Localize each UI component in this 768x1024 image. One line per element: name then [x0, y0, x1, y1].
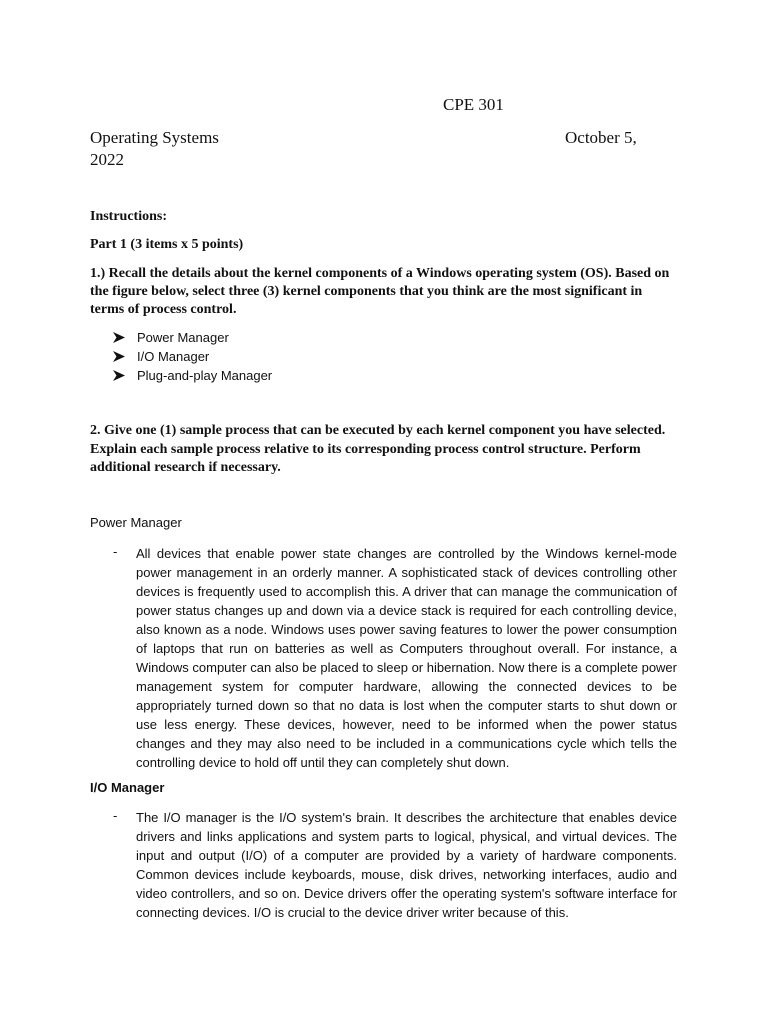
list-item	[113, 328, 272, 347]
dash-bullet: -	[113, 808, 118, 823]
course-code: CPE 301	[443, 95, 504, 114]
subject-title: Operating Systems	[90, 128, 219, 147]
section-heading-io-manager: I/O Manager	[90, 780, 165, 795]
section-text-io-manager: The I/O manager is the I/O system's brain. It describes the architecture that enables device drivers and links applications and system parts to logical, physical, and virtual devices. The input and output (I/O) of a computer are provided by a variety of hardware components. Common devices include keyboards, mouse, disk drives, networking interfaces, audio and video controllers, and so on. Device drivers offer the operating system's software interface for connecting devices. I/O is crucial to the device driver writer because of this.	[136, 810, 677, 920]
instructions-label: Instructions:	[90, 209, 168, 224]
question-1: 1.) Recall the details about the kernel components of a Windows operating system (OS). Based on the figure below, select three (3) kernel components that you think are the most significant in terms of process control.	[90, 266, 670, 317]
selected-components-list	[113, 328, 272, 385]
arrow-bullet-icon	[113, 347, 137, 366]
component-label: Power Manager	[137, 330, 229, 345]
section-text-power-manager: All devices that enable power state changes are controlled by the Windows kernel-mode power management in an orderly manner. A sophisticated stack of devices controlling other devices is frequently used to accomplish this. A driver that can manage the communication of power status changes up and down via a device stack is required for each controlling device, also known as a node. Windows uses power saving features to lower the power consumption of laptops that run on batteries as well as Computers throughout overall. For instance, a Windows computer can also be placed to sleep or hibernation. Now there is a complete power management system for computer hardware, allowing the connected devices to be appropriately turned down so that no data is lost when the computer starts to shut down or use less energy. These devices, however, need to be informed when the power status changes and they may also need to be included in a communications cycle which tells the controlling device to hold off until they can completely shut down.	[136, 546, 677, 770]
list-item	[113, 366, 272, 385]
part1-label: Part 1 (3 items x 5 points)	[90, 237, 244, 252]
question-2: 2. Give one (1) sample process that can be executed by each kernel component you have selected. Explain each sample process relative to its corresponding process control structure. Perform additional research if necessary.	[90, 423, 666, 475]
component-label: Plug-and-play Manager	[137, 368, 273, 383]
section-heading-power-manager: Power Manager	[90, 515, 182, 530]
date-year: 2022	[90, 150, 124, 169]
date-month-day: October 5,	[565, 128, 637, 147]
component-label: I/O Manager	[137, 349, 210, 364]
list-item	[113, 347, 272, 366]
arrow-bullet-icon	[113, 328, 137, 347]
dash-bullet: -	[113, 544, 118, 559]
arrow-bullet-icon	[113, 366, 137, 385]
